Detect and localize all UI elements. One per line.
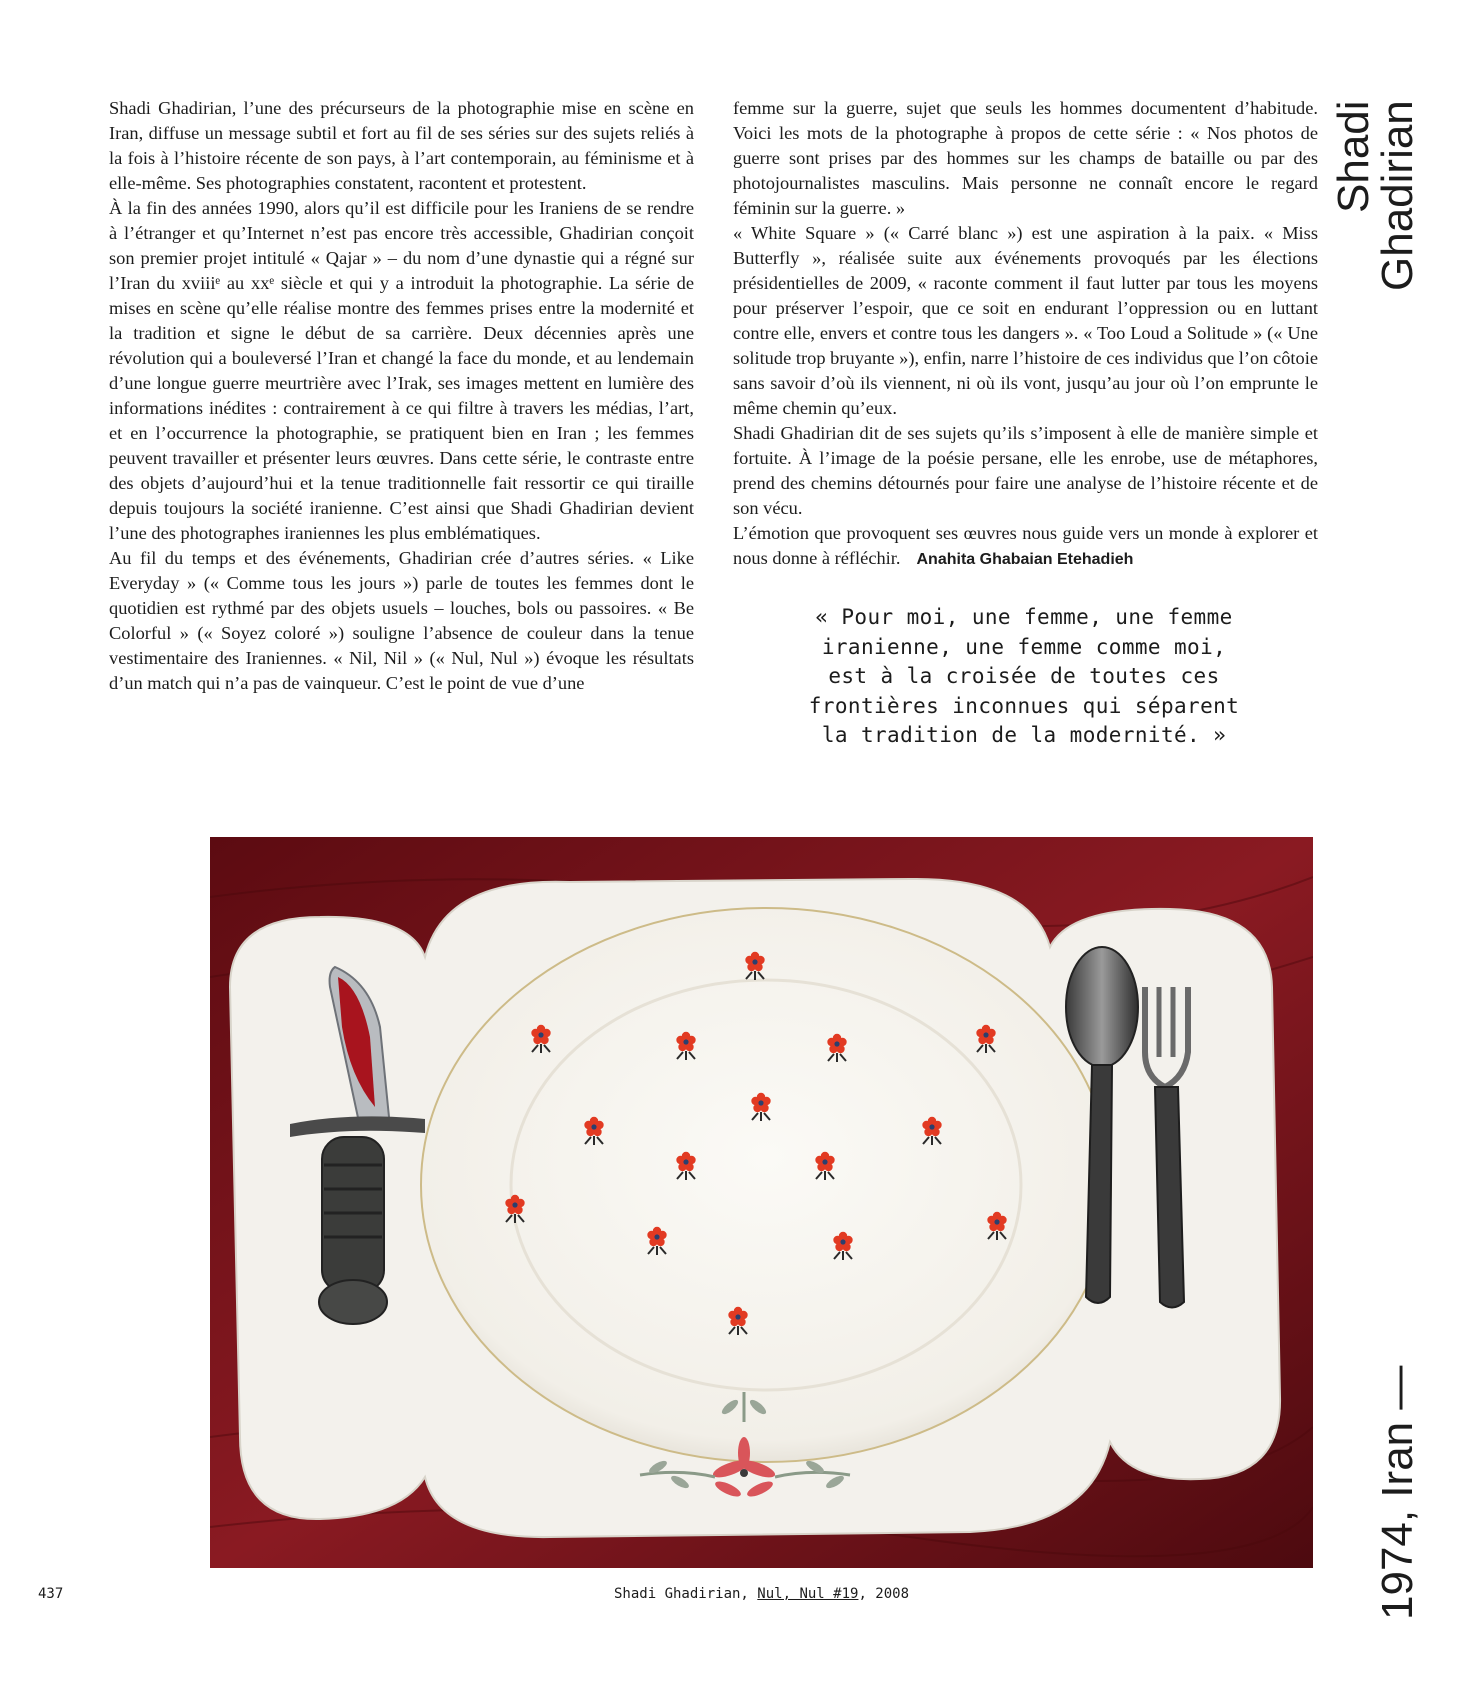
quote-line: la tradition de la modernité. »	[821, 723, 1227, 747]
pull-quote	[730, 603, 1318, 751]
caption-artist: Shadi Ghadirian,	[614, 1586, 758, 1602]
image-caption	[614, 1586, 909, 1602]
caption-work-title: Nul, Nul #19	[757, 1586, 859, 1602]
paragraph-text: L’émotion que provoquent ses œuvres nous guide vers un monde à explorer et nous donne à réfléchir.	[733, 523, 1318, 568]
article-left-column	[109, 96, 694, 696]
quote-line: iranienne, une femme comme moi,	[821, 634, 1227, 659]
paragraph: À la fin des années 1990, alors qu’il est difficile pour les Iraniens de se rendre à l’étranger et qu’Internet n’est pas encore très accessible, Ghadirian conçoit son premier projet intitulé « Qajar » – du nom d’une dynastie qui a régné sur l’Iran du xviiiᵉ au xxᵉ siècle et qui y a introduit la photographie. La série de mises en scène qu’elle réalise montre des femmes prises entre la modernité et la tradition et signe le début de sa carrière. Deux décennies après une révolution qui a bouleversé l’Iran et changé la face du monde, et au lendemain d’une longue guerre meurtrière avec l’Irak, ses images mettent en lumière des informations inédites : contrairement à ce qui filtre à travers les médias, l’art, et en l’occurrence la photographie, se pratiquent bien en Iran ; les femmes peuvent travailler et présenter leurs œuvres. Dans cette série, le contraste entre des objets d’aujourd’hui et la tenue traditionnelle fait ressortir ce qui tiraille depuis toujours la société iranienne. C’est ainsi que Shadi Ghadirian devient l’une des photographes iraniennes les plus emblématiques.	[109, 198, 694, 543]
page-number: 437	[38, 1586, 64, 1602]
article-right-column	[733, 96, 1318, 572]
paragraph: Au fil du temps et des événements, Ghadirian crée d’autres séries. « Like Everyday » (« Comme tous les jours ») parle de toutes les femmes dont le quotidien est rythmé par des objets usuels – louches, bols ou passoires. « Be Colorful » (« Soyez coloré ») souligne l’absence de couleur dans la tenue vestimentaire des Iraniennes. « Nil, Nil » (« Nul, Nul ») évoque les résultats d’un match qui n’a pas de vainqueur. C’est le point de vue d’une	[109, 548, 694, 693]
artwork-illustration	[210, 837, 1313, 1568]
plate	[421, 908, 1111, 1462]
quote-line: « Pour moi, une femme, une femme	[815, 605, 1233, 629]
quote-line: est à la croisée de toutes ces	[828, 664, 1220, 688]
quote-line: frontières inconnues qui séparent	[808, 693, 1240, 718]
artwork-photo	[210, 837, 1313, 1568]
paragraph: Shadi Ghadirian, l’une des précurseurs de la photographie mise en scène en Iran, diffuse un message subtil et fort au fil de ses séries sur des sujets reliés à la fois à l’histoire récente de son pays, à l’art contemporain, au féminisme et à elle-même. Ses photographies constatent, racontent et protestent.	[109, 98, 694, 193]
paragraph: Shadi Ghadirian dit de ses sujets qu’ils s’imposent à elle de manière simple et fortuite. À l’image de la poésie persane, elle les enrobe, use de métaphores, prend des chemins détournés pour faire une analyse de l’histoire récente et de son vécu.	[733, 423, 1318, 518]
paragraph: « White Square » (« Carré blanc ») est une aspiration à la paix. « Miss Butterfly », réalisée suite aux événements provoqués par les élections présidentielles de 2009, « raconte comment il faut lutter par tous les moyens pour préserver l’espoir, que ce soit en endurant l’oppression ou en luttant contre elle, envers et contre tous les dangers ». « Too Loud a Solitude » (« Une solitude trop bruyante »), enfin, narre l’histoire de ces individus que l’on côtoie sans savoir d’où ils viennent, ni où ils vont, jusqu’au jour où l’on emprunte le même chemin qu’eux.	[733, 223, 1318, 418]
artist-name-vertical: Shadi Ghadirian	[1329, 100, 1422, 291]
paragraph: femme sur la guerre, sujet que seuls les hommes documentent d’habitude. Voici les mots de la photographe à propos de cette série : « Nos photos de guerre sont prises par des hommes sur les champs de bataille ou par des photojournalistes masculins. Mais personne ne connaît encore le regard féminin sur la guerre. »	[733, 98, 1318, 218]
artist-origin-vertical: 1974, Iran —	[1373, 1365, 1422, 1620]
paragraph-final	[733, 521, 1318, 572]
author-signature: Anahita Ghabaian Etehadieh	[916, 551, 1134, 568]
caption-year: , 2008	[858, 1586, 910, 1602]
